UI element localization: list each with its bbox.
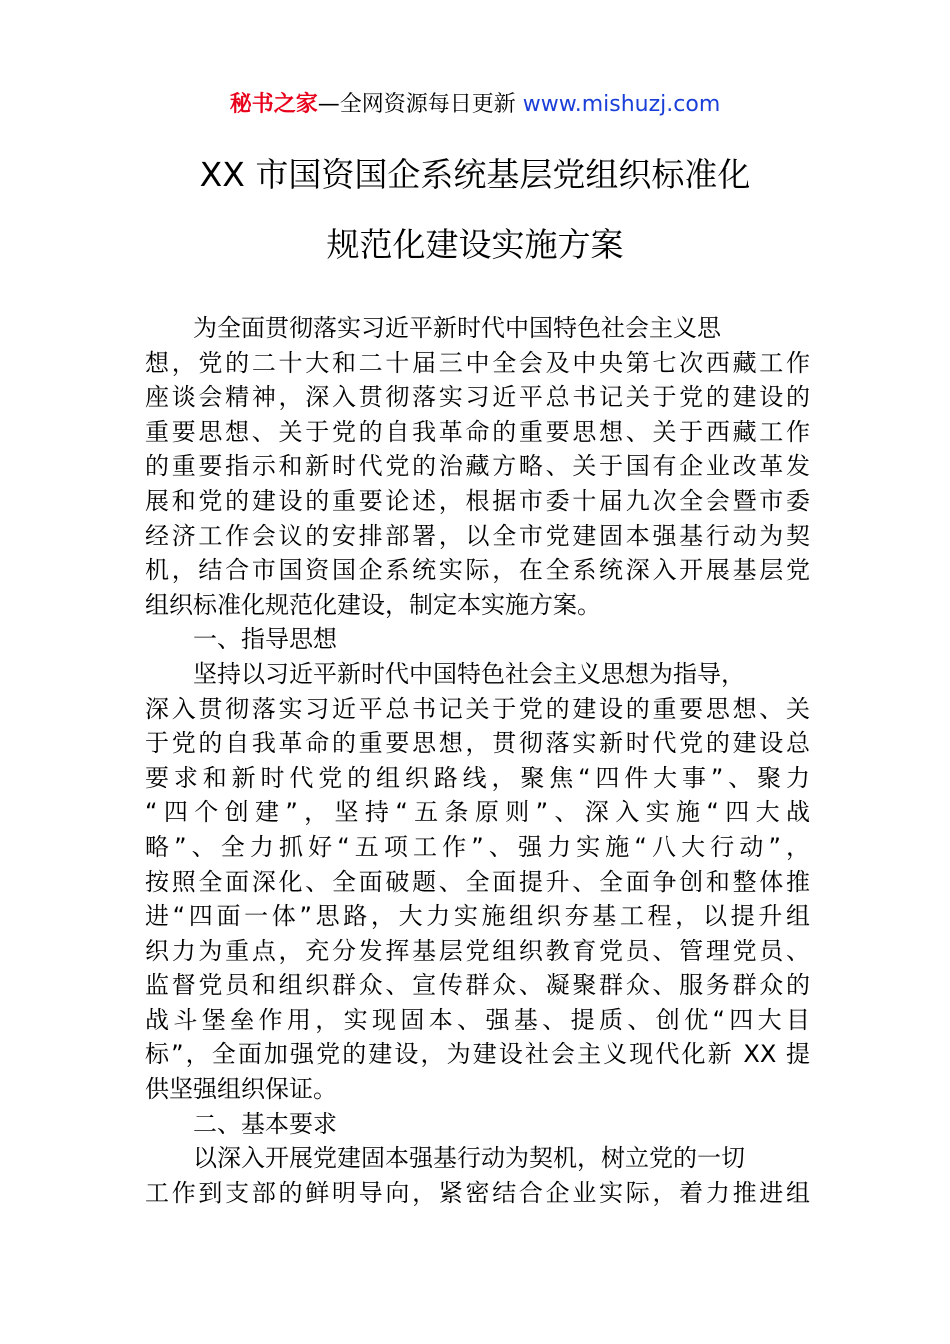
paragraph-line: 战斗堡垒作用，实现固本、强基、提质、创优“四大目	[145, 1005, 810, 1034]
header-slogan: 全网资源每日更新	[339, 92, 523, 117]
paragraph-line: 坚持以习近平新时代中国特色社会主义思想为指导，	[193, 659, 745, 688]
document-title-line-1: XX 市国资国企系统基层党组织标准化	[199, 155, 751, 194]
site-url-link[interactable]: www.mishuzj.com	[522, 92, 721, 117]
paragraph-line: 深入贯彻落实习近平总书记关于党的建设的重要思想、关	[145, 694, 810, 723]
paragraph-line: 机，结合市国资国企系统实际，在全系统深入开展基层党	[145, 556, 810, 585]
site-brand: 秘书之家	[229, 92, 318, 117]
paragraph-line: 进“四面一体”思路，大力实施组织夯基工程，以提升组	[145, 902, 810, 931]
document-body	[145, 311, 810, 1210]
site-header	[0, 88, 950, 122]
paragraph-line: 按照全面深化、全面破题、全面提升、全面争创和整体推	[145, 867, 810, 896]
header-separator: —	[317, 92, 340, 117]
paragraph-line: 座谈会精神，深入贯彻落实习近平总书记关于党的建设的	[145, 383, 810, 412]
paragraph-line: 供坚强组织保证。	[145, 1075, 337, 1104]
paragraph-line: 要求和新时代党的组织路线，聚焦“四件大事”、聚力	[145, 763, 810, 792]
paragraph-line: 织力为重点，充分发挥基层党组织教育党员、管理党员、	[145, 936, 810, 965]
paragraph-line: 的重要指示和新时代党的治藏方略、关于国有企业改革发	[145, 452, 810, 481]
paragraph-line: 想，党的二十大和二十届三中全会及中央第七次西藏工作	[145, 348, 810, 377]
paragraph-line: 展和党的建设的重要论述，根据市委十届九次全会暨市委	[145, 486, 810, 515]
paragraph-line: 为全面贯彻落实习近平新时代中国特色社会主义思	[193, 314, 721, 342]
paragraph-line: 监督党员和组织群众、宣传群众、凝聚群众、服务群众的	[145, 971, 810, 1000]
paragraph-line: 略”、全力抓好“五项工作”、强力实施“八大行动”，	[145, 832, 810, 861]
paragraph-line: 以深入开展党建固本强基行动为契机，树立党的一切	[193, 1144, 745, 1173]
paragraph-line: 组织标准化规范化建设，制定本实施方案。	[145, 590, 601, 619]
paragraph-line: 于党的自我革命的重要思想，贯彻落实新时代党的建设总	[145, 729, 810, 758]
section-heading: 一、指导思想	[193, 625, 337, 654]
paragraph-line: 经济工作会议的安排部署，以全市党建固本强基行动为契	[145, 521, 810, 550]
document-title-line-2: 规范化建设实施方案	[326, 225, 624, 264]
paragraph-line: 工作到支部的鲜明导向，紧密结合企业实际，着力推进组	[145, 1178, 810, 1207]
paragraph-line: 标”，全面加强党的建设，为建设社会主义现代化新 XX 提	[145, 1040, 810, 1069]
section-heading: 二、基本要求	[193, 1109, 337, 1138]
paragraph-line: 重要思想、关于党的自我革命的重要思想、关于西藏工作	[145, 417, 810, 446]
paragraph-line: “四个创建”，坚持“五条原则”、深入实施“四大战	[145, 798, 810, 827]
